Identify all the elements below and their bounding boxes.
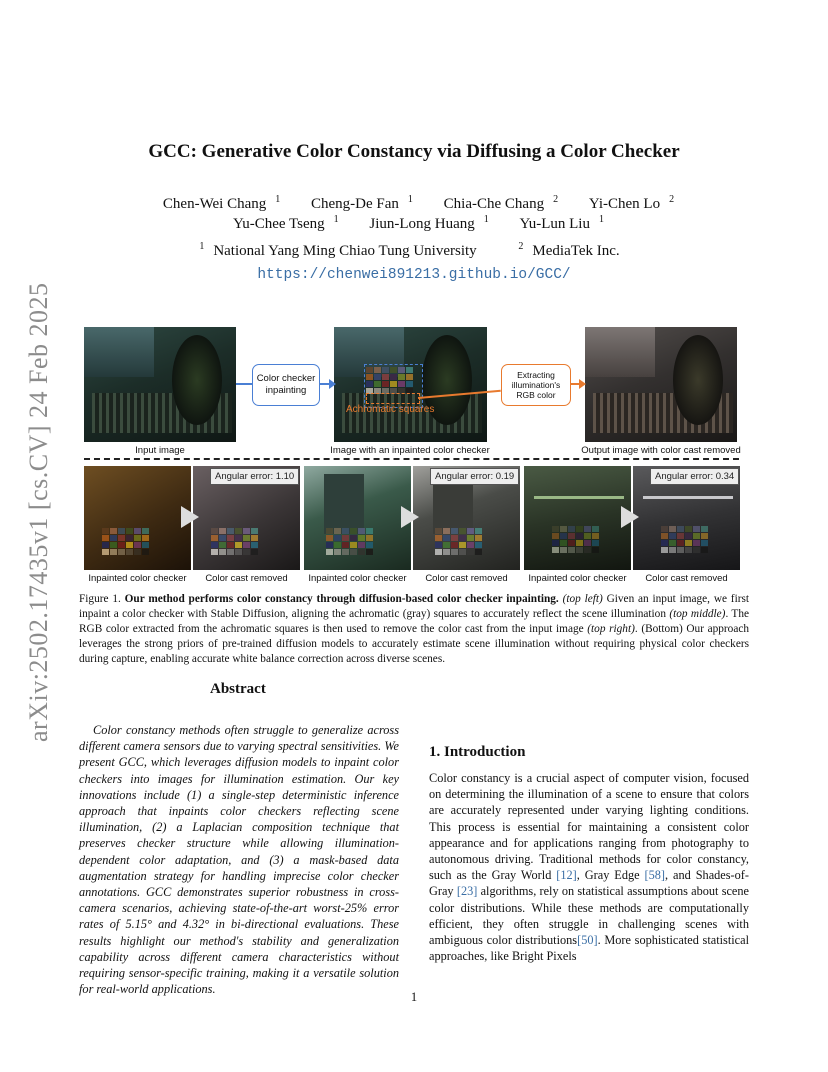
arrow-blue-head — [329, 379, 336, 389]
label-output-image: Output image with color cast removed — [581, 445, 741, 456]
label-bottom-removed-3: Color cast removed — [645, 573, 728, 584]
arrow-right-icon — [181, 506, 199, 528]
citation-link[interactable]: [12] — [556, 868, 577, 883]
label-inpainted-image: Image with an inpainted color checker — [330, 445, 490, 456]
author: Chia-Che Chang $^2$ — [443, 194, 559, 212]
author-line-2 — [0, 214, 828, 233]
arrow-right-icon — [621, 506, 639, 528]
label-input-image: Input image — [135, 445, 185, 456]
intro-text: Color constancy is a crucial aspect of computer vision, focused on determining the illumination of a scene to ensure that colors are accurately represented under varying lighting conditions. This process is essential for maintaining a consistent color appearance and for applications ranging from photography to autonomous driving. Traditional methods for color constancy, such as the Gray World [12], Gray Edge [58], and Shades-of-Gray [23] algorithms, rely on statistical assumptions about scene color distributions. While these methods are computationally efficient, they often struggle in challenging scenes with ambiguous color distributions[50]. More sophisticated statistical approaches, like Bright Pixels — [429, 771, 749, 964]
author: Jiun-Long Huang $^1$ — [369, 214, 489, 232]
bottom-inpainted-3 — [524, 466, 631, 570]
box-label: Extracting illumination's RGB color — [511, 370, 561, 400]
author: Yu-Lun Liu $^1$ — [519, 214, 604, 232]
label-bottom-removed-1: Color cast removed — [205, 573, 288, 584]
checker — [435, 528, 482, 555]
checker — [661, 526, 708, 553]
abstract-text: Color constancy methods often struggle to generalize across different camera sensors due to varying spectral sensitivities. We present GCC, which leverages diffusion models to inpaint color checkers into images for illumination estimation. Our key innovations include (1) a single-step deterministic inference approach that inpaints color checkers reflecting scene illumination, (2) a Laplacian composition technique that preserves checker structure while allowing illumination-dependent color adaptation, and (3) a mask-based data augmentation strategy for handling imprecise color checker annotations. GCC demonstrates superior robustness in cross-camera scenarios, achieving state-of-the-art worst-25% error rates of 5.15° and 4.32° in bi-directional evaluations. These results highlight our method's stability and generalization capability across different camera characteristics without requiring sensor-specific training, making it a versatile solution for real-world applications. — [79, 723, 399, 997]
citation-link[interactable]: [50] — [577, 933, 598, 948]
affiliations: $^1$ National Yang Ming Chiao Tung University $^2$ MediaTek Inc. — [199, 241, 620, 259]
arrow-right-icon — [401, 506, 419, 528]
achromatic-orange-box — [366, 393, 420, 404]
checker — [102, 528, 149, 555]
figure-divider — [84, 458, 739, 460]
author: Yi-Chen Lo $^2$ — [588, 194, 675, 212]
citation-link[interactable]: [23] — [456, 884, 478, 899]
label-bottom-removed-2: Color cast removed — [425, 573, 508, 584]
checker — [211, 528, 258, 555]
color-checker-inpainting-box — [252, 364, 320, 406]
label-bottom-inpainted-2: Inpainted color checker — [308, 573, 407, 584]
output-image — [585, 327, 737, 442]
citation-link[interactable]: [58] — [644, 868, 666, 883]
angular-error-badge-2: Angular error: 0.19 — [430, 468, 519, 485]
angular-error-badge-3: Angular error: 0.34 — [650, 468, 739, 485]
bottom-inpainted-1 — [84, 466, 191, 570]
project-url[interactable]: https://chenwei891213.github.io/GCC/ — [257, 267, 571, 283]
arrow-blue — [236, 383, 252, 385]
author-line-1 — [0, 194, 828, 213]
bottom-inpainted-2 — [304, 466, 411, 570]
author: Yu-Chee Tseng $^1$ — [233, 214, 339, 232]
author: Cheng-De Fan $^1$ — [311, 194, 413, 212]
paper-title: GCC: Generative Color Constancy via Diffusing a Color Checker — [148, 141, 680, 162]
checker — [552, 526, 599, 553]
label-bottom-inpainted-3: Inpainted color checker — [528, 573, 627, 584]
input-image — [84, 327, 236, 442]
extract-illumination-box — [501, 364, 571, 406]
arrow-orange-head — [579, 379, 586, 389]
figure-caption: Figure 1. Our method performs color constancy through diffusion-based color checker inpainting. (top left) Given an input image, we first inpaint a color checker with Stable Diffusion, aligning the achromatic (gray) squares to accurately reflect the scene illumination (top middle). The RGB color extracted from the achromatic squares is then used to remove the color cast from the input image (top right). (Bottom) Our approach leverages the strong priors of pre-trained diffusion models to accurately estimate scene illumination without requiring physical color checkers during capture, enabling accurate white balance correction across diverse scenes. — [79, 593, 750, 665]
arxiv-stamp: arXiv:2502.17435v1 [cs.CV] 24 Feb 2025 — [24, 282, 53, 742]
box-label: Color checker inpainting — [256, 373, 316, 396]
intro-heading: 1. Introduction — [429, 744, 526, 760]
abstract-heading: Abstract — [210, 681, 266, 697]
angular-error-badge-1: Angular error: 1.10 — [210, 468, 299, 485]
checker — [326, 528, 373, 555]
label-bottom-inpainted-1: Inpainted color checker — [88, 573, 187, 584]
author: Chen-Wei Chang $^1$ — [162, 194, 281, 212]
page-number: 1 — [410, 990, 418, 1004]
achromatic-label: Achromatic squares — [346, 404, 435, 415]
